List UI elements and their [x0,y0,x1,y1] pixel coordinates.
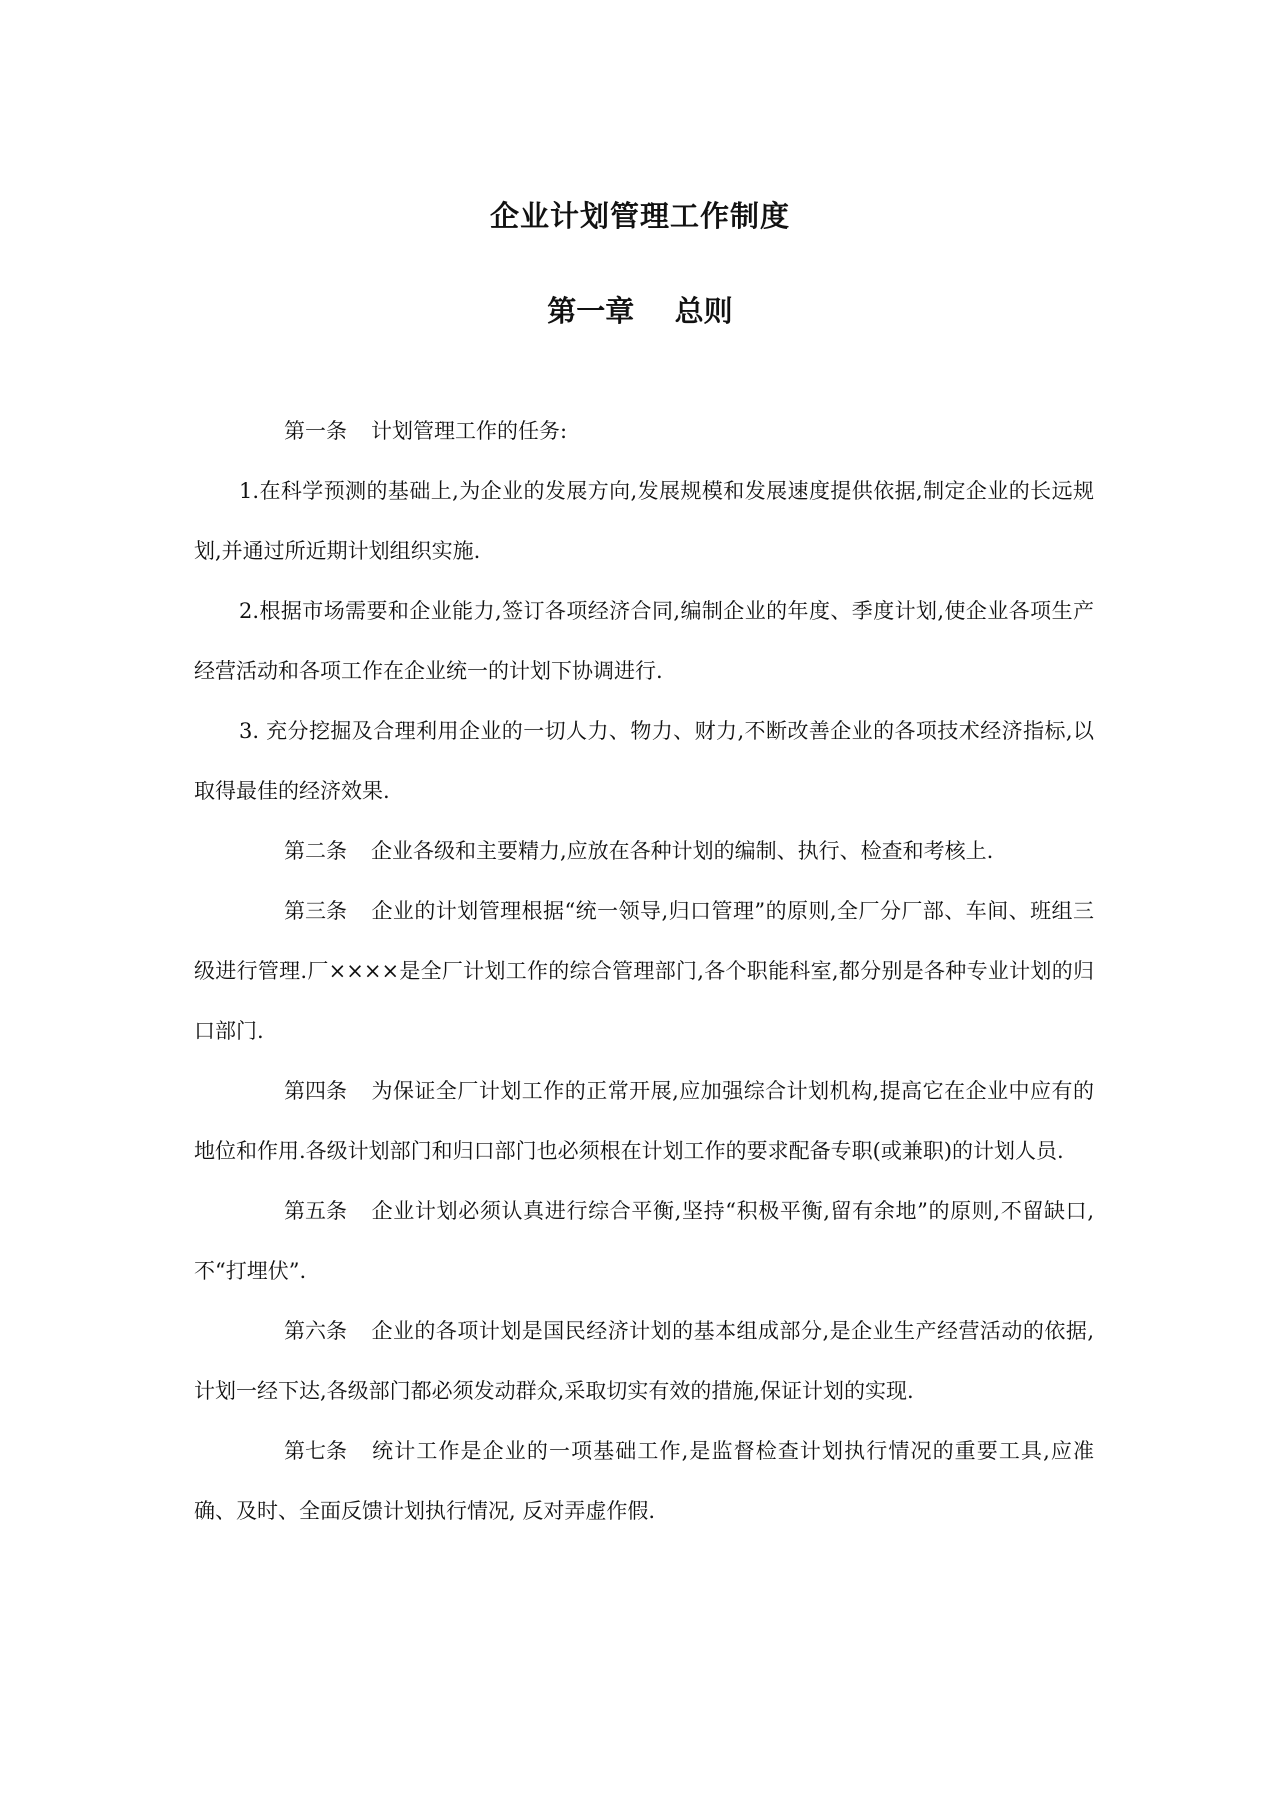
article-text: 企业各级和主要精力,应放在各种计划的编制、执行、检查和考核上. [371,839,994,863]
article-7 [194,1421,1094,1541]
article-text: 为保证全厂计划工作的正常开展,应加强综合计划机构,提高它在企业中应有的地位和作用.各级计划部门和归口部门也必须根在计划工作的要求配备专职(或兼职)的计划人员. [194,1079,1094,1163]
article-label: 第四条 [284,1079,347,1103]
item-text: 2.根据市场需要和企业能力,签订各项经济合同,编制企业的年度、季度计划,使企业各项生产经营活动和各项工作在企业统一的计划下协调进行. [194,599,1094,683]
article-text: 企业计划必须认真进行综合平衡,坚持“积极平衡,留有余地”的原则,不留缺口,不“打埋伏”. [194,1199,1094,1283]
article-label: 第一条 [284,419,347,443]
article-label: 第五条 [284,1199,347,1223]
chapter-heading: 第一章 总则 [547,294,733,328]
article-4 [194,1061,1094,1181]
article-text: 计划管理工作的任务: [371,419,568,443]
article-1 [194,401,1094,461]
article-6 [194,1301,1094,1421]
article-5 [194,1181,1094,1301]
document-body [194,401,1094,1541]
item-text: 1.在科学预测的基础上,为企业的发展方向,发展规模和发展速度提供依据,制定企业的长远规划,并通过所近期计划组织实施. [194,479,1094,563]
article-1-item-1 [194,461,1094,581]
article-label: 第六条 [284,1319,347,1343]
article-label: 第七条 [284,1439,347,1463]
article-label: 第二条 [284,839,347,863]
article-text: 企业的各项计划是国民经济计划的基本组成部分,是企业生产经营活动的依据,计划一经下达,各级部门都必须发动群众,采取切实有效的措施,保证计划的实现. [194,1319,1094,1403]
article-3 [194,881,1094,1061]
article-text: 企业的计划管理根据“统一领导,归口管理”的原则,全厂分厂部、车间、班组三级进行管理.厂××××是全厂计划工作的综合管理部门,各个职能科室,都分别是各种专业计划的归口部门. [194,899,1094,1043]
article-label: 第三条 [284,899,347,923]
article-text: 统计工作是企业的一项基础工作,是监督检查计划执行情况的重要工具,应准确、及时、全面反馈计划执行情况, 反对弄虚作假. [194,1439,1094,1523]
article-1-item-3 [194,701,1094,821]
article-1-item-2 [194,581,1094,701]
item-text: 3. 充分挖掘及合理利用企业的一切人力、物力、财力,不断改善企业的各项技术经济指标,以取得最佳的经济效果. [194,719,1094,803]
article-2 [194,821,1094,881]
document-title: 企业计划管理工作制度 [489,199,790,233]
